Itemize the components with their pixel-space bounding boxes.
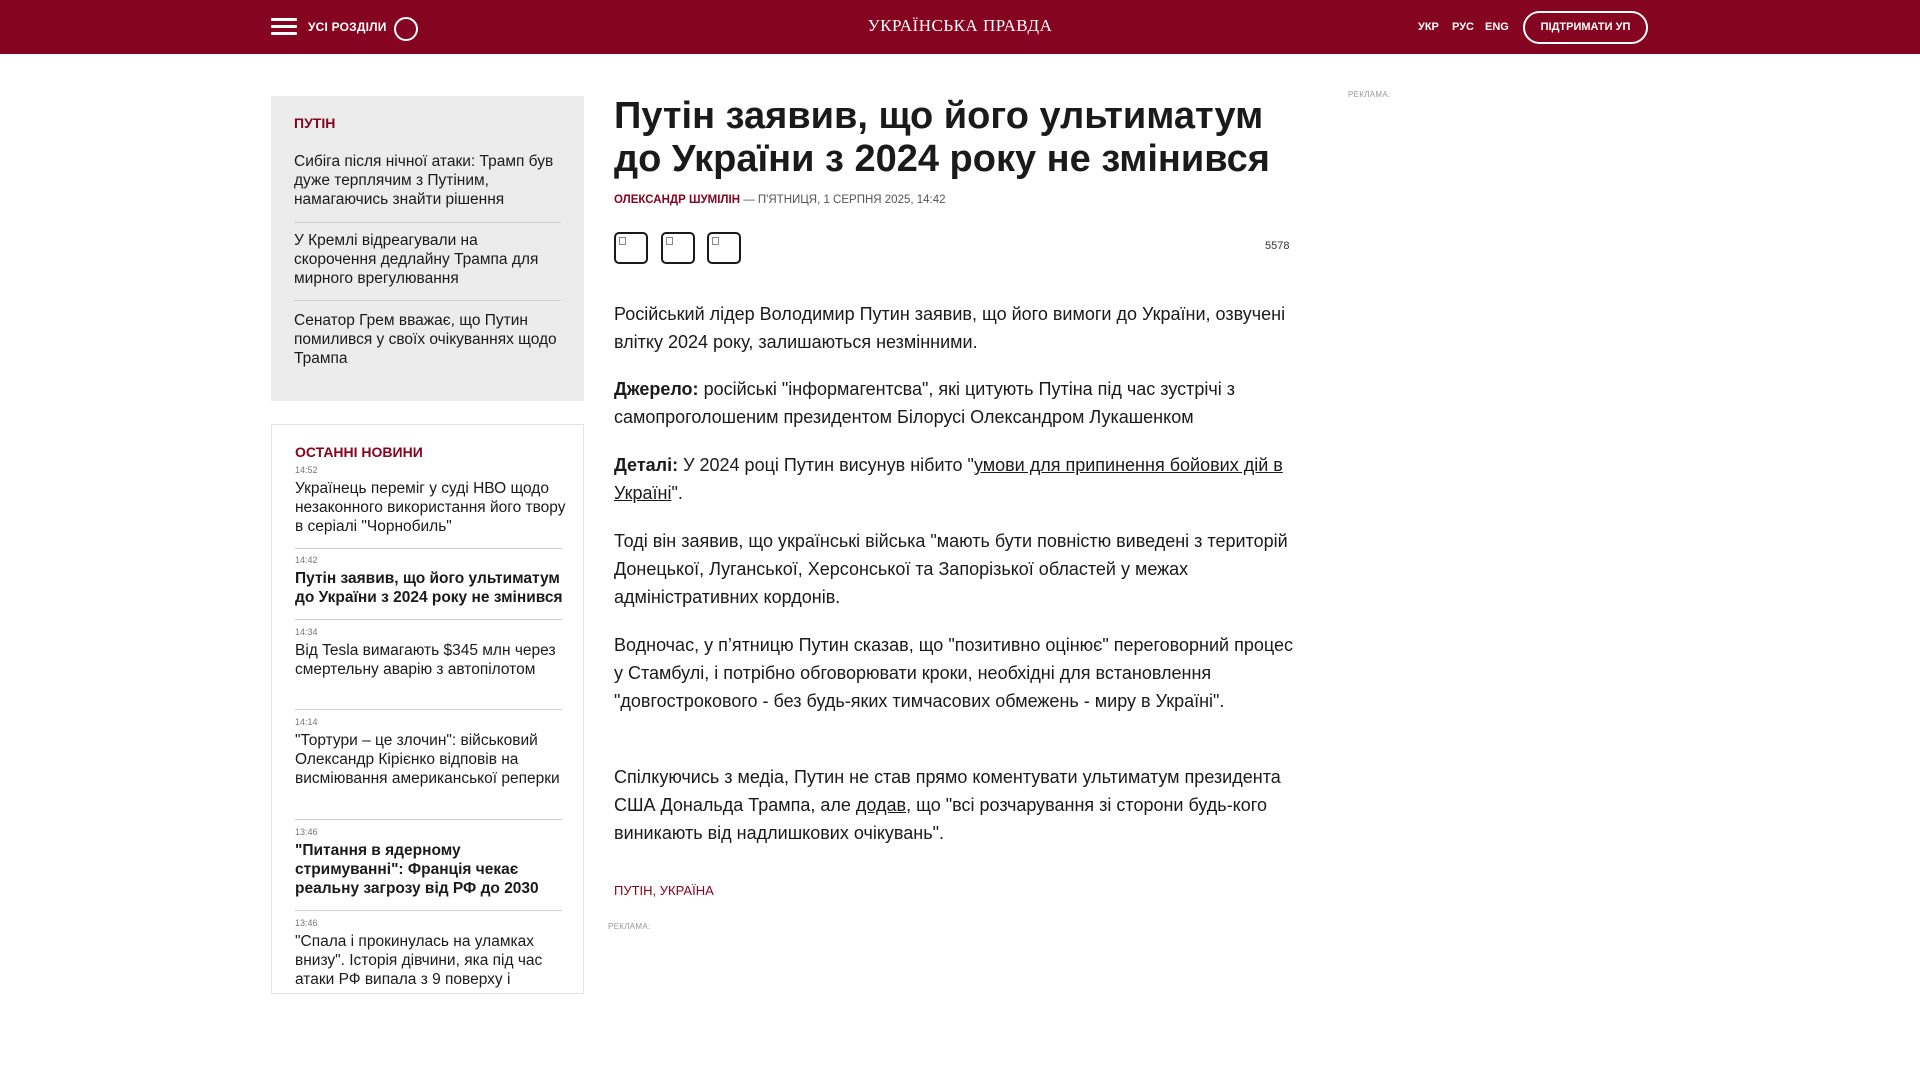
divider <box>295 910 562 911</box>
topic-item[interactable]: У Кремлі відреагували на скорочення дедлайну Трампа для мирного врегулювання <box>294 232 539 287</box>
topic-title[interactable]: ПУТІН <box>294 115 336 131</box>
news-item[interactable]: "Тортури – це злочин": військовий Олександр Кірієнко відповів на висміювання американської реперки <box>295 732 560 787</box>
tag-putin[interactable]: ПУТІН <box>614 883 653 898</box>
lang-eng-link[interactable]: ENG <box>1485 21 1509 33</box>
divider <box>295 709 562 710</box>
tag-ukraine[interactable]: УКРАЇНА <box>659 883 714 898</box>
added-link[interactable]: додав <box>855 795 907 815</box>
article-paragraph: Тоді він заявив, що українські війська "мають бути повністю виведені з територій Донецької, Луганської, Херсонської та Запорізької областей у межах адміністративних кордонів. <box>614 531 1288 607</box>
article-tags <box>614 883 714 898</box>
latest-news-title[interactable]: ОСТАННІ НОВИНИ <box>295 444 423 460</box>
facebook-share-icon[interactable] <box>614 232 648 264</box>
topic-item[interactable]: Сенатор Грем вважає, що Путин помилився у своїх очікуваннях щодо Трампа <box>294 312 557 367</box>
divider <box>294 222 561 223</box>
twitter-share-icon[interactable] <box>661 232 695 264</box>
news-item[interactable]: Від Tesla вимагають $345 млн через смертельну аварію з автопілотом <box>295 642 556 678</box>
news-time: 14:52 <box>295 465 318 475</box>
divider <box>295 548 562 549</box>
telegram-share-icon[interactable] <box>707 232 741 264</box>
paragraph-text: Спілкуючись з медіа, Путин не став прямо коментувати ультиматум президента США Дональда Трампа, але <box>614 767 1281 815</box>
lang-rus-link[interactable]: РУС <box>1452 21 1474 33</box>
source-label: Джерело: <box>614 379 699 399</box>
article-title: Путін заявив, що його ультиматум до України з 2024 року не змінився <box>614 95 1270 180</box>
article-paragraph <box>614 375 1294 431</box>
article-paragraph <box>614 763 1294 847</box>
news-time: 14:42 <box>295 555 318 565</box>
all-sections-link[interactable]: УСІ РОЗДІЛИ <box>308 20 387 34</box>
topic-item[interactable]: Сибіга після нічної атаки: Трамп був дуже терплячим з Путіним, намагаючись знайти рішення <box>294 153 554 208</box>
news-time: 14:34 <box>295 627 318 637</box>
site-logo[interactable]: УКРАЇНСЬКА ПРАВДА <box>867 16 1053 35</box>
latest-news-box <box>271 424 584 994</box>
author-link[interactable]: ОЛЕКСАНДР ШУМІЛІН <box>614 194 741 206</box>
publish-date: П'ЯТНИЦЯ, 1 СЕРПНЯ 2025, 14:42 <box>757 194 946 206</box>
details-text: У 2024 році Путин висунув нібито " <box>678 455 974 475</box>
article-paragraph: Російський лідер Володимир Путин заявив, що його вимоги до України, озвучені влітку 2024 року, залишаються незмінними. <box>614 304 1286 352</box>
byline <box>614 194 946 206</box>
news-item[interactable]: "Спала і прокинулась на уламках внизу". Історія дівчини, яка під час атаки РФ випала з 9 поверху і <box>295 933 543 988</box>
details-text-end: ". <box>671 483 683 503</box>
topic-related-box <box>271 96 584 401</box>
view-count: 5578 <box>1265 240 1290 252</box>
byline-separator: — <box>740 194 758 206</box>
divider <box>294 300 561 301</box>
source-text: російські "інформагентсва", які цитують Путіна під час зустрічі з самопроголошеним президентом Білорусі Олександром Лукашенком <box>614 379 1236 427</box>
support-button[interactable]: ПІДТРИМАТИ УП <box>1523 11 1648 44</box>
paragraph-text-end: , що "всі розчарування зі сторони будь-кого виникають від надлишкових очікувань". <box>614 795 1267 843</box>
lang-ukr-link[interactable]: УКР <box>1418 21 1439 33</box>
news-item[interactable]: Путін заявив, що його ультиматум до України з 2024 року не змінився <box>295 570 563 606</box>
news-time: 13:46 <box>295 827 318 837</box>
divider <box>295 619 562 620</box>
news-item[interactable]: "Питання в ядерному стримуванні": Франція чекає реальну загрозу від РФ до 2030 <box>295 842 539 897</box>
divider <box>295 819 562 820</box>
article-paragraph: Водночас, у п’ятницю Путин сказав, що "позитивно оцінює" переговорний процес у Стамбулі, і потрібно обговорювати кроки, необхідні для встановлення "довгострокового - без будь-яких тимчасових обмежень - миру в Україні". <box>614 635 1293 711</box>
top-navigation-bar <box>0 0 1920 54</box>
tag-separator: , <box>652 883 660 898</box>
conditions-link[interactable]: умови для припинення бойових дій в Україні <box>614 455 1283 503</box>
ad-label: РЕКЛАМА: <box>1348 90 1391 99</box>
ad-label: РЕКЛАМА: <box>608 922 651 931</box>
article-paragraph <box>614 451 1294 507</box>
news-time: 13:46 <box>295 918 318 928</box>
news-time: 14:14 <box>295 717 318 727</box>
details-label: Деталі: <box>614 455 679 475</box>
news-item[interactable]: Українець переміг у суді НВО щодо незаконного використання його твору в серіалі "Чорнобиль" <box>295 480 566 535</box>
